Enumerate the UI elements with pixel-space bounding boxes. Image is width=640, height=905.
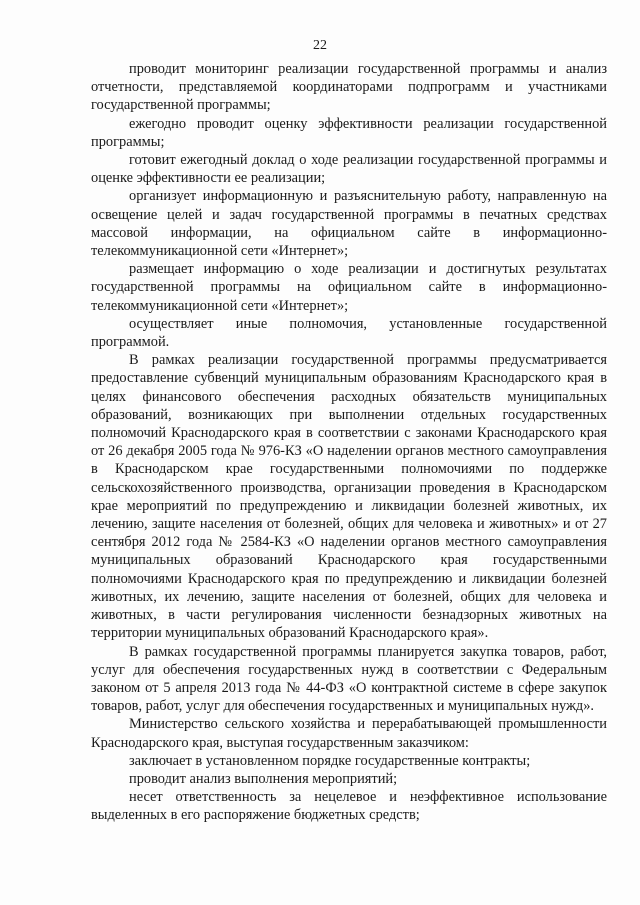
paragraph-responsibility: несет ответственность за нецелевое и неэффективное использование выделенных в его распоряжение бюджетных средств; — [91, 789, 607, 824]
paragraph-monitoring: проводит мониторинг реализации государственной программы и анализ отчетности, представляемой координаторами подпрограмм и участниками государственной программы; — [91, 61, 607, 114]
document-body — [91, 60, 607, 825]
paragraph-annual-report: готовит ежегодный доклад о ходе реализации государственной программы и оценке эффективности ее реализации; — [91, 152, 607, 187]
paragraph-other-powers: осуществляет иные полномочия, установленные государственной программой. — [91, 315, 607, 351]
paragraph-contracts: заключает в установленном порядке государственные контракты; — [129, 752, 531, 769]
page-number: 22 — [313, 38, 327, 53]
paragraph-analysis: проводит анализ выполнения мероприятий; — [129, 770, 398, 787]
paragraph-procurement: В рамках государственной программы планируется закупка товаров, работ, услуг для обеспечения государственных нужд в соответствии с Федеральным законом от 5 апреля 2013 года № 44-ФЗ «О контрактной системе в сфере закупок товаров, работ, услуг для обеспечения государственных и муниципальных нужд». — [91, 643, 607, 715]
paragraph-subventions: В рамках реализации государственной программы предусматривается предоставление субвенций муниципальным образованиям Краснодарского края в целях финансового обеспечения расходных обязательств муниципальных образований, возникающих при выполнении отдельных государственных полномочий Краснодарского края в соответствии с законами Краснодарского края от 26 декабря 2005 года № 976-КЗ «О наделении органов местного самоуправления в Краснодарском крае государственными полномочиями по поддержке сельскохозяйственного производства, организации проведения в Краснодарском крае мероприятий по предупреждению и ликвидации болезней животных, их лечению, защите населения от болезней, общих для человека и животных» и от 27 сентября 2012 года № 2584-КЗ «О наделении органов местного самоуправления муниципальных образований Краснодарского края государственными полномочиями Краснодарского края по предупреждению и ликвидации болезней животных, их лечению, защите населения от болезней, общих для человека и животных, в части регулирования численности безнадзорных животных на территории муниципальных образований Краснодарского края». — [91, 352, 607, 642]
paragraph-efficiency-assessment: ежегодно проводит оценку эффективности реализации государственной программы; — [91, 115, 607, 150]
paragraph-ministry: Министерство сельского хозяйства и перерабатывающей промышленности Краснодарского края, выступая государственным заказчиком: — [91, 716, 607, 751]
paragraph-information-work: организует информационную и разъяснительную работу, направленную на освещение целей и задач государственной программы в печатных средствах массовой информации, на официальном сайте в информационно-телекоммуникационной сети «Интернет»; — [91, 188, 607, 260]
paragraph-publishing-results: размещает информацию о ходе реализации и достигнутых результатах государственной программы на официальном сайте в информационно-телекоммуникационной сети «Интернет»; — [91, 261, 607, 314]
